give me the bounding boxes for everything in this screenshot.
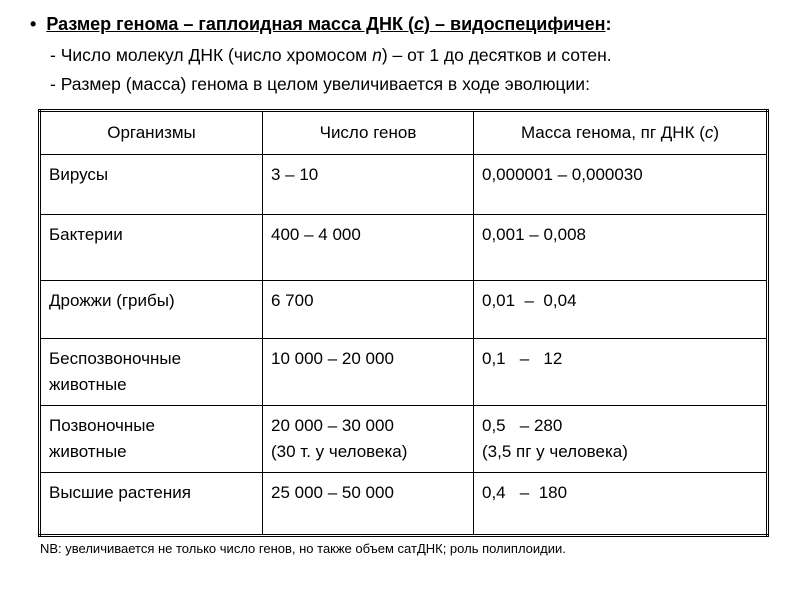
cell-line: 3 – 10 [271,165,319,184]
header-mass: Масса генома, пг ДНК (с) [474,111,768,155]
line-chromosomes [50,45,612,66]
cell-mass [474,281,768,339]
heading-colon: : [605,14,612,34]
cell-line: 0,001 – 0,008 [482,225,586,244]
table-row [40,215,768,281]
cell-line: Дрожжи (грибы) [49,291,175,310]
header-organisms: Организмы [40,111,263,155]
heading-text-end: ) – видоспецифичен [424,14,606,34]
cell-org [40,406,263,473]
cell-line: 10 000 – 20 000 [271,349,394,368]
cell-line: 0,1 – 12 [482,349,563,368]
table-row [40,473,768,536]
header-genes: Число генов [263,111,474,155]
cell-line: 0,01 – 0,04 [482,291,577,310]
cell-line: Бактерии [49,225,123,244]
cell-line: (3,5 пг у человека) [482,442,628,461]
cell-line: животные [49,442,127,461]
cell-mass [474,473,768,536]
line-text: - Размер (масса) генома в целом увеличивается в ходе эволюции: [50,74,590,94]
note: NB: увеличивается не только число генов, но также объем сатДНК; роль полиплоидии. [40,541,566,556]
cell-mass [474,406,768,473]
genome-table [38,109,769,537]
line-text-end: ) – от 1 до десятков и сотен. [381,45,612,65]
cell-line: 400 – 4 000 [271,225,361,244]
cell-org [40,281,263,339]
line-text: - Число молекул ДНК (число хромосом [50,45,373,65]
cell-genes [263,215,474,281]
line-evolution [50,74,590,95]
table-row [40,281,768,339]
cell-line: 0,000001 – 0,000030 [482,165,643,184]
cell-line: 25 000 – 50 000 [271,483,394,502]
heading-text: Размер генома – гаплоидная масса ДНК ( [46,14,414,34]
table-row [40,339,768,406]
table-header [40,111,768,155]
cell-genes [263,406,474,473]
cell-org [40,215,263,281]
cell-line: Позвоночные [49,416,155,435]
bullet: • [30,14,37,34]
heading-c: с [413,14,424,34]
cell-org [40,339,263,406]
heading [30,14,612,35]
cell-genes [263,339,474,406]
cell-mass [474,339,768,406]
cell-genes [263,155,474,215]
cell-line: (30 т. у человека) [271,442,408,461]
table-row [40,406,768,473]
cell-org [40,155,263,215]
cell-genes [263,473,474,536]
cell-line: 6 700 [271,291,314,310]
cell-line: 0,4 – 180 [482,483,568,502]
cell-line: Вирусы [49,165,109,184]
cell-line: животные [49,375,127,394]
cell-line: 20 000 – 30 000 [271,416,394,435]
cell-mass [474,215,768,281]
cell-line: Беспозвоночные [49,349,182,368]
cell-org [40,473,263,536]
table-row [40,155,768,215]
cell-line: 0,5 – 280 [482,416,563,435]
line-italic: n [372,45,382,65]
cell-mass [474,155,768,215]
cell-line: Высшие растения [49,483,191,502]
cell-genes [263,281,474,339]
